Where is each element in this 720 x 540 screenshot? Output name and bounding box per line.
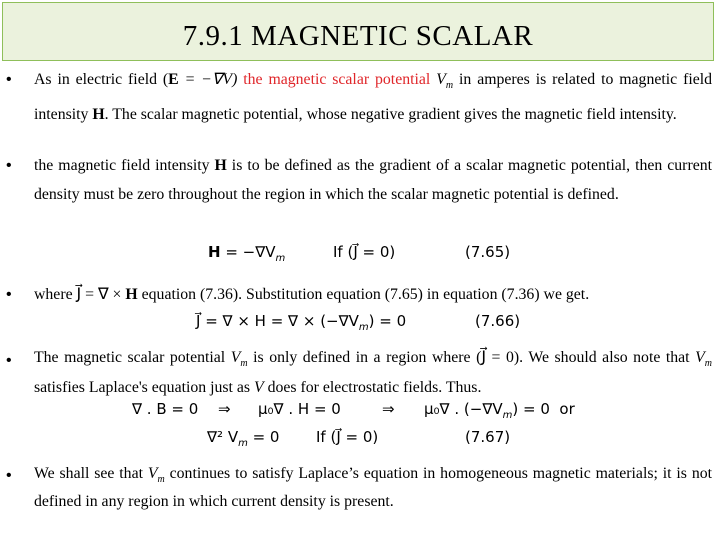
bullet-1-text: As in electric field (E = −∇V) the magnetic scalar potential $V_m$ in amperes is related to magnetic field intensity H. The scalar magnetic potential, whose negative gradient gives the magnetic field intensity.	[34, 71, 713, 124]
title-banner	[2, 2, 714, 61]
bullet-marker: •	[6, 157, 12, 174]
equation-7-66-number: (7.66)	[475, 312, 521, 330]
equation-7-66: J⃗ = ∇ × H = ∇ × $(-\nabla V_m) = 0$	[196, 312, 407, 333]
bullet-4-text: The magnetic scalar potential $V_m$ is only defined in a region where (J⃗ = 0). We should also note that $V_m$ satisfies Laplace's equation just as V does for electrostatic fields. Thus.	[34, 349, 712, 397]
equation-7-67-condition: If (J⃗ = 0)	[316, 428, 379, 446]
slide-title: 7.9.1 MAGNETIC SCALAR	[182, 20, 534, 52]
bullet-2-text: the magnetic field intensity H is to be defined as the gradient of a scalar magnetic potential, then current density must be zero throughout the region in which the scalar magnetic potential is defined.	[34, 157, 712, 203]
equation-7-67-number: (7.67)	[465, 428, 511, 446]
implies-arrow-2: ⇒	[382, 400, 395, 418]
equation-div-b: ∇ . B = 0	[132, 400, 199, 418]
bullet-marker: •	[6, 467, 12, 484]
bullet-marker: •	[6, 352, 12, 369]
equation-7-65-lhs: $H = -\nabla V_m$	[208, 243, 286, 264]
bullet-marker: •	[6, 286, 12, 303]
equation-7-65-condition: If (J⃗ = 0)	[333, 243, 396, 261]
equation-laplace-step: μ₀∇ . $(-\nabla V_m) = 0$ or	[424, 400, 575, 421]
equation-div-h: μ₀∇ . H = 0	[258, 400, 341, 418]
bullet-5-text: We shall see that $V_m$ continues to satisfy Laplace’s equation in homogeneous magnetic materials; it is not defined in any region in which current density is present.	[34, 465, 713, 511]
implies-arrow-1: ⇒	[218, 400, 231, 418]
bullet-3-text: where J⃗ = ∇ × H equation (7.36). Substitution equation (7.65) in equation (7.36) we get.	[34, 286, 590, 303]
bullet-marker: •	[6, 71, 12, 88]
equation-7-65-number: (7.65)	[465, 243, 511, 261]
equation-7-67: ∇² $V_m = 0$	[207, 428, 280, 449]
